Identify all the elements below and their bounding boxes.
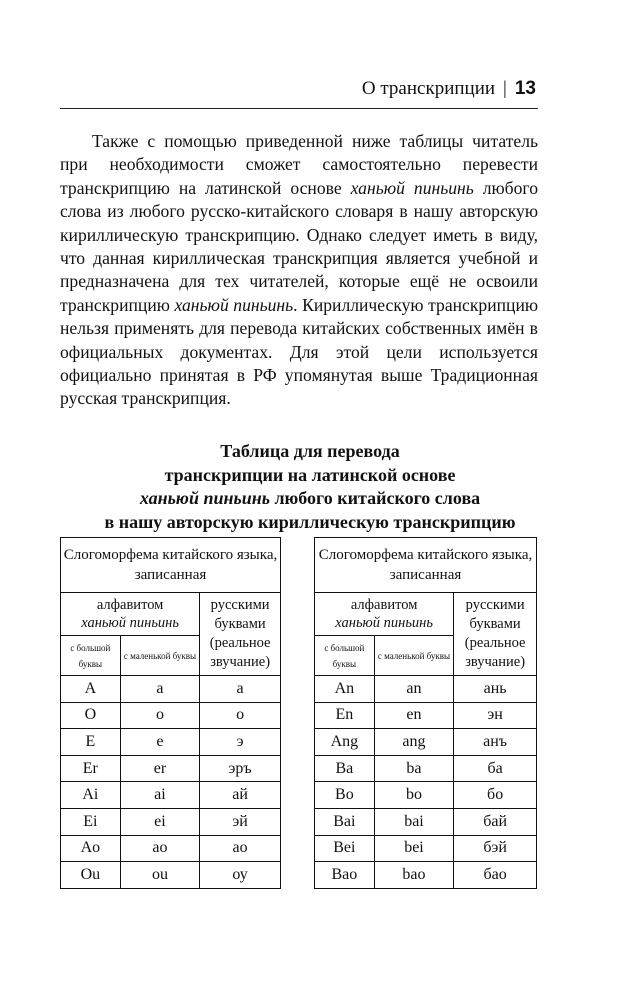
- header-lowercase-letter: с маленькой буквы: [374, 636, 454, 676]
- paragraph-text-3: . Кириллическую транскрипцию нельзя применять для перевода китайских собственных имён в официальных документах. Для этой цели используется официально принятая в РФ упомянутая выше Традиционная русская транскрипция.: [60, 294, 538, 409]
- cell-lowercase: ou: [120, 862, 200, 889]
- cell-lowercase: bai: [374, 808, 454, 835]
- header-alphabet-label: алфавитом: [350, 597, 418, 613]
- header-russian-letters: русскими буквами (реальное звучание): [200, 593, 281, 676]
- cell-cyrillic: эн: [454, 702, 537, 729]
- header-capital-letter: с большой буквы: [315, 636, 375, 676]
- cell-cyrillic: бай: [454, 808, 537, 835]
- cell-lowercase: ba: [374, 755, 454, 782]
- table-title-italic-term: ханьюй пиньинь: [139, 488, 270, 508]
- cell-cyrillic: ао: [200, 835, 281, 862]
- cell-capital: Ai: [61, 782, 121, 809]
- table-row: [315, 676, 537, 703]
- cell-cyrillic: о: [200, 702, 281, 729]
- table-row: [315, 755, 537, 782]
- paragraph-italic-term-1: ханьюй пиньинь: [350, 177, 474, 198]
- cell-lowercase: a: [120, 676, 200, 703]
- cell-cyrillic: ба: [454, 755, 537, 782]
- table-row: [315, 835, 537, 862]
- cell-cyrillic: ай: [200, 782, 281, 809]
- cell-capital: An: [315, 676, 375, 703]
- table-row: [61, 808, 281, 835]
- cell-cyrillic: ань: [454, 676, 537, 703]
- table-row: [61, 862, 281, 889]
- cell-capital: Ou: [61, 862, 121, 889]
- page-number: 13: [514, 78, 536, 99]
- paragraph-text-1: Также с помощью приведенной ниже таблицы читатель при необходимости сможет самостоятельно перевести транскрипцию на латинской основе: [60, 131, 538, 198]
- cell-cyrillic: бэй: [454, 835, 537, 862]
- cell-cyrillic: эръ: [200, 755, 281, 782]
- cell-capital: Er: [61, 755, 121, 782]
- header-alphabet: [315, 593, 454, 636]
- cell-capital: Bei: [315, 835, 375, 862]
- transcription-table-left: [60, 537, 281, 889]
- table-title-line-3: [40, 487, 580, 511]
- left-table-body: [61, 676, 281, 889]
- cell-cyrillic: бо: [454, 782, 537, 809]
- body-paragraph: [60, 130, 538, 411]
- header-capital-letter: с большой буквы: [61, 636, 121, 676]
- cell-lowercase: ao: [120, 835, 200, 862]
- table-row: [61, 702, 281, 729]
- header-alphabet-label: алфавитом: [96, 597, 164, 613]
- cell-cyrillic: э: [200, 729, 281, 756]
- cell-lowercase: e: [120, 729, 200, 756]
- table-row: [61, 835, 281, 862]
- cell-cyrillic: бао: [454, 862, 537, 889]
- paragraph-text-2: любого слова из любого русско-китайского словаря в нашу авторскую кириллическую транскрипцию. Однако следует иметь в виду, что данная кириллическая транскрипция является учебной и предназначена для тех читателей, которые ещё не освоили транскрипцию: [60, 177, 538, 315]
- cell-lowercase: ang: [374, 729, 454, 756]
- table-row: [315, 808, 537, 835]
- cell-cyrillic: а: [200, 676, 281, 703]
- section-title: О транскрипции: [361, 78, 496, 99]
- cell-lowercase: en: [374, 702, 454, 729]
- table-title-line-4: в нашу авторскую кириллическую транскрипцию: [104, 511, 516, 532]
- running-header: [60, 70, 538, 109]
- header-russian-letters: русскими буквами (реальное звучание): [454, 593, 537, 676]
- header-lowercase-letter: с маленькой буквы: [120, 636, 200, 676]
- table-row: [315, 782, 537, 809]
- cell-capital: En: [315, 702, 375, 729]
- table-title-line-2: транскрипции на латинской основе: [164, 464, 456, 485]
- cell-lowercase: an: [374, 676, 454, 703]
- cell-lowercase: bao: [374, 862, 454, 889]
- table-row: [61, 782, 281, 809]
- cell-capital: Bai: [315, 808, 375, 835]
- cell-capital: E: [61, 729, 121, 756]
- paragraph-italic-term-2: ханьюй пиньинь: [174, 294, 294, 315]
- cell-capital: A: [61, 676, 121, 703]
- table-title-line-3-rest: любого китайского слова: [269, 488, 481, 508]
- cell-capital: Ba: [315, 755, 375, 782]
- right-table-body: [315, 676, 537, 889]
- header-syllable-morpheme: Слогоморфема китайского языка, записанная: [61, 538, 281, 593]
- cell-lowercase: ei: [120, 808, 200, 835]
- cell-capital: Bao: [315, 862, 375, 889]
- table-row: [315, 862, 537, 889]
- header-alphabet-italic: ханьюй пиньинь: [335, 615, 433, 631]
- cell-lowercase: bo: [374, 782, 454, 809]
- transcription-table-right: [314, 537, 537, 889]
- cell-lowercase: ai: [120, 782, 200, 809]
- header-alphabet-italic: ханьюй пиньинь: [81, 615, 179, 631]
- header-syllable-morpheme: Слогоморфема китайского языка, записанная: [315, 538, 537, 593]
- table-title-line-1: Таблица для перевода: [220, 441, 400, 461]
- table-row: [61, 755, 281, 782]
- header-alphabet: [61, 593, 200, 636]
- cell-capital: O: [61, 702, 121, 729]
- cell-lowercase: o: [120, 702, 200, 729]
- table-row: [315, 702, 537, 729]
- cell-capital: Ao: [61, 835, 121, 862]
- cell-lowercase: er: [120, 755, 200, 782]
- table-title: [40, 440, 580, 534]
- cell-cyrillic: эй: [200, 808, 281, 835]
- cell-capital: Ei: [61, 808, 121, 835]
- cell-cyrillic: анъ: [454, 729, 537, 756]
- cell-cyrillic: оу: [200, 862, 281, 889]
- cell-capital: Bo: [315, 782, 375, 809]
- table-row: [315, 729, 537, 756]
- cell-capital: Ang: [315, 729, 375, 756]
- table-row: [61, 676, 281, 703]
- cell-lowercase: bei: [374, 835, 454, 862]
- header-separator: |: [503, 78, 507, 99]
- table-row: [61, 729, 281, 756]
